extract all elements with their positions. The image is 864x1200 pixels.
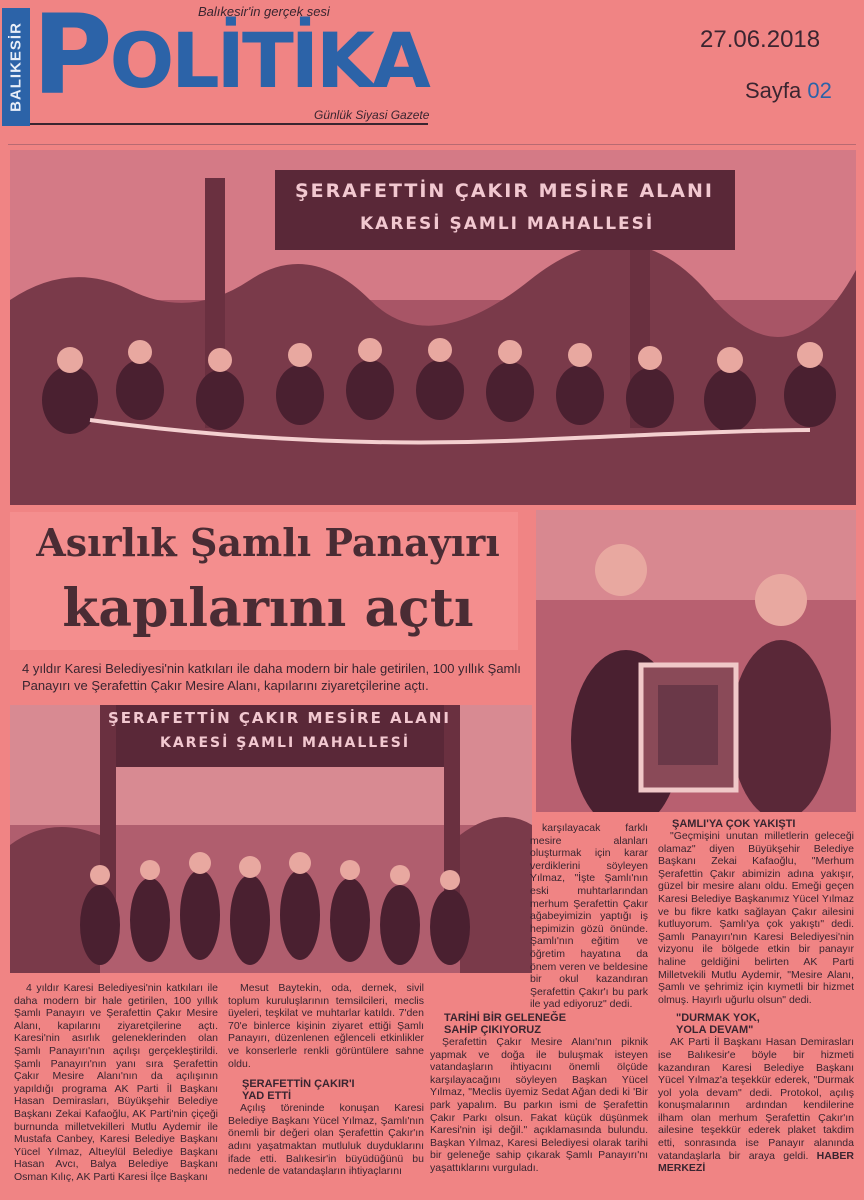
article-column-3b: TARİHİ BİR GELENEĞE SAHİP ÇIKIYORUZ Şerafettin Çakır Mesire Alanı'nın piknik yapmak ve doğa ile buluşmak isteyen vatandaşların ihtiyacını önemli ölçüde karşılayacağını söyleyen Başkan Yücel Yılmaz, "Meclis üyemiz Sedat Ağan dedi ki 'Bir park yapalım. Bu parkın ismi de Şerafettin Çakır Parkı olsun. Fakat küçük düşünmek Karesi'nin işi değil." açıklamasında bulundu. Başkan Yılmaz, Karesi Belediyesi olarak tarihi bir geleneğe sahip çıkarak Şamlı Panayırı'nı yaşattıklarını vurguladı.	[430, 1012, 648, 1174]
plaque-presentation-photo	[536, 510, 856, 812]
mid-sign-line2: KARESİ ŞAMLI MAHALLESİ	[160, 735, 411, 751]
masthead-rule	[30, 123, 428, 125]
issue-date: 27.06.2018	[700, 26, 821, 53]
plaque-presentation-illustration	[536, 510, 856, 812]
masthead-subtitle: Günlük Siyasi Gazete	[314, 108, 430, 122]
article-column-3a: karşılayacak farklı mesire alanları oluşturmak için karar verdiklerini söyleyen Yılmaz, "İşte Şamlı'nın eski muhtarlarından merhum Şerafettin Çakır ağabeyimizin yaptığı iş hepimizin gözü önünde. Şamlı'nın eğitim ve öğretim hayatına da önem veren ve beldesine bir okul kazandıran Şerafettin Çakır'ı bu park ile yad ediyoruz" dedi.	[530, 822, 648, 1011]
top-sign-line2: KARESİ ŞAMLI MAHALLESİ	[360, 214, 655, 234]
newspaper-logo: POLİTİKA	[32, 0, 428, 119]
masthead-slogan: Balıkesir'in gerçek sesi	[198, 4, 330, 19]
ribbon-cutting-photo	[10, 150, 856, 505]
mid-sign-line1: ŞERAFETTİN ÇAKIR MESİRE ALANI	[108, 709, 451, 727]
page-number: Sayfa 02	[745, 78, 832, 103]
masthead-side-label: BALIKESİR	[2, 8, 30, 126]
subhead-samliya-yakisti: ŞAMLI'YA ÇOK YAKIŞTI	[672, 818, 796, 830]
masthead	[0, 0, 864, 135]
article-column-1: 4 yıldır Karesi Belediyesi'nin katkıları ile daha modern bir hale getirilen, 100 yıllık Şamlı Panayırı ve Şerafettin Çakır Mesire Alanı, kapılarını ziyaretçilerine açtı. Karesi'nin asırlık geleneklerinden olan Şamlı Panayırı'nın açılışı gerçekleştirildi. Şamlı Panayırı'nın yanı sıra Şerafettin Çakır Mesire Alanı'nın da açılışının yapıldığı programa AK Parti İl Başkanı Hasan Demirasları, Büyükşehir Belediye Başkanı Zekai Kafaoğlu, AK Parti'nin çiçeği burnunda milletvekilleri Mutlu Aydemir ile Mustafa Canbey, Karesi Belediye Başkanı Yücel Yılmaz, Altıeylül Belediye Başkanı Hasan Avcı, Balya Belediye Başkanı Osman Kılıç, AK Parti Karesi İlçe Başkanı	[14, 982, 218, 1183]
headline-line1: Asırlık Şamlı Panayırı	[36, 520, 500, 565]
article-column-2: Mesut Baytekin, oda, dernek, sivil toplum kuruluşlarının temsilcileri, meclis üyeleri, teşkilat ve muhtarlar katıldı. 7'den 70'e binlerce kişinin ziyaret ettiği Şamlı Panayırı, düzenlenen eğlenceli etkinlikler ve konserlerle renkli görüntülere sahne oldu. ŞERAFETTİN ÇAKIR'I YAD ETTİ Açılış töreninde konuşan Karesi Belediye Başkanı Yücel Yılmaz, Şamlı'nın önemli bir değeri olan Şerafettin Çakır'ın adını yaşatmaktan mutluluk duyduklarını ifade etti. Balıkesir'in büyüdüğünü bu nedenle de vatandaşların ihtiyaçlarını	[228, 982, 424, 1178]
article-lead: 4 yıldır Karesi Belediyesi'nin katkıları ile daha modern bir hale getirilen, 100 yıllık Şamlı Panayırı ve Şerafettin Çakır Mesire Alanı, kapılarını ziyaretçilerine açtı.	[22, 661, 521, 693]
article-column-4: ŞAMLI'YA ÇOK YAKIŞTI "Geçmişini unutan milletlerin geleceği olamaz" diyen Büyükşehir Belediye Başkanı Zekai Kafaoğlu, "Merhum Şerafettin Çakır abimizin adına yakışır, güzel bir mesire alanı oldu. Emeği geçen Karesi Belediye Başkanımız Yücel Yılmaz ve bu fikre katkı sağlayan Çakır ailesini kutluyorum. Şamlı'ya çok yakıştı" dedi. Şamlı Panayırı'nın Karesi Belediyesi'nin vizyonu ile bölgede etkin bir panayır haline geldiğini belirten AK Parti Milletvekili Mutlu Aydemir, "Mesire Alanı, Şamlı ve şehrimiz için kıymetli bir hizmet olmuş. Hayırlı uğurlu olsun" dedi. "DURMAK YOK, YOLA DEVAM" AK Parti İl Başkanı Hasan Demirasları ise Balıkesir'e böyle bir hizmeti kazandıran Karesi Belediye Başkanı Yücel Yılmaz'a teşekkür ederek, "Durmak yol yola devam" dedi. Protokol, açılış konuşmalarının ardından kendilerine ilham olan merhum Şerafettin Çakır'ın ailesine teşekkür ederek plaket takdim etti, sonrasında ise Panayır alanında vatandaşlarla bir araya geldi. HABER MERKEZİ	[658, 818, 854, 1175]
ribbon-cutting-illustration	[10, 150, 856, 505]
subhead-durmak-yok: "DURMAK YOK, YOLA DEVAM"	[676, 1012, 760, 1037]
headline-line2: kapılarını açtı	[62, 578, 474, 639]
subhead-tarihi-gelenek: TARİHİ BİR GELENEĞE SAHİP ÇIKIYORUZ	[444, 1012, 567, 1036]
subhead-yad-etti: ŞERAFETTİN ÇAKIR'I YAD ETTİ	[242, 1078, 355, 1103]
top-sign-line1: ŞERAFETTİN ÇAKIR MESİRE ALANI	[295, 180, 714, 202]
entrance-gate-photo	[10, 705, 532, 973]
byline: HABER MERKEZİ	[658, 1149, 854, 1175]
